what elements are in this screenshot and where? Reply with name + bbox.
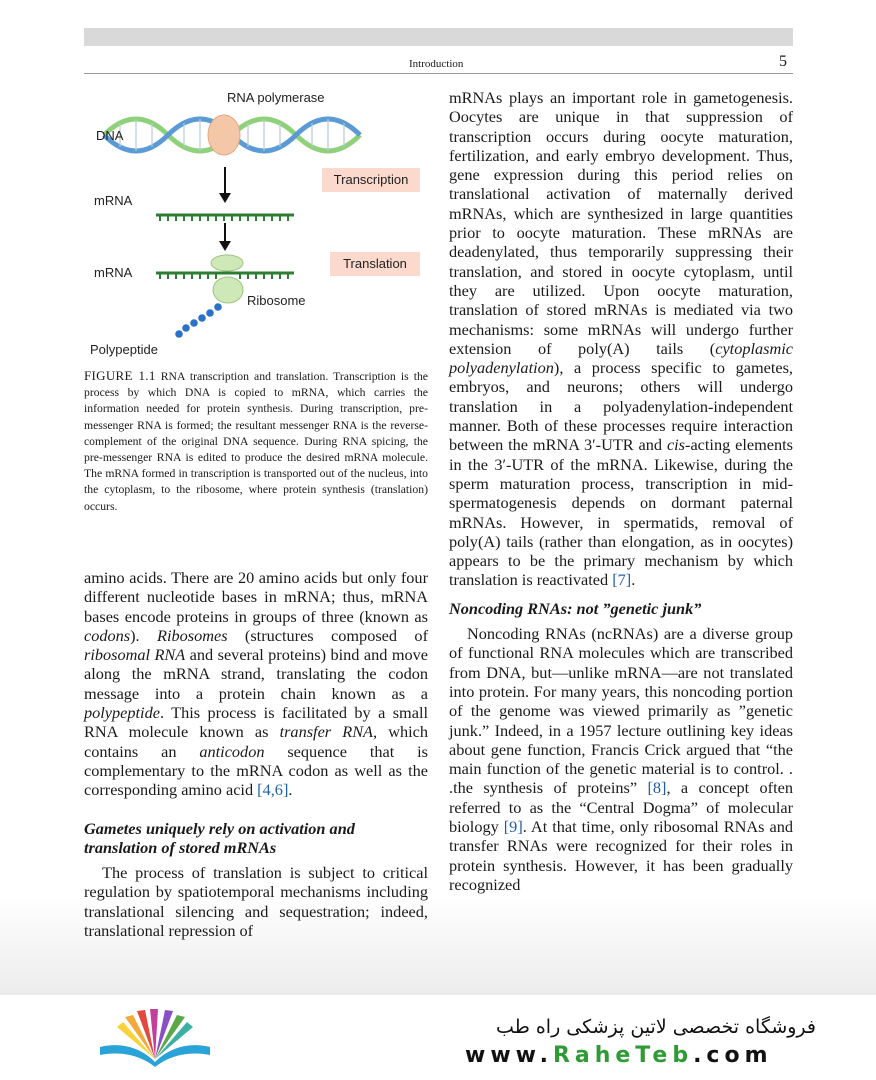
paragraph-translation-regulation: The process of translation is subject to critical regulation by spatiotemporal mechanisms including translational silencing and sequestration; indeed, translational repression of	[84, 863, 428, 941]
polypeptide-chain	[175, 303, 222, 338]
figure-rna-transcription-translation	[84, 85, 434, 365]
term-transfer-rna: transfer RNA	[279, 722, 374, 742]
paragraph-gametogenesis: mRNAs plays an important role in gametogenesis. Oocytes are unique in that suppression of transcription occurs during oocyte maturation, fertilization, and early embryo development. Thus, gene expression during this period relies on translational activation of maternally derived mRNAs, which are synthesized in large quantities prior to oocyte maturation. These mRNAs are deadenylated, thus temporarily suppressing their translation, and stored in oocyte cytoplasm, until they are utilized. Upon oocyte maturation, translation of stored mRNAs is mediated via two mechanisms: some mRNAs will undergo further extension of poly(A) tails (cytoplasmic polyadenylation), a process specific to gametes, embryos, and neurons; others will undergo translation in a polyadenylation-independent manner. Both of these processes require interaction between the mRNA 3′-UTR and cis-acting elements in the 3′-UTR of the mRNA. Likewise, during the sperm maturation process, transcription in mid-spermatogenesis depends on dormant paternal mRNAs. However, in spermatids, removal of poly(A) tails (rather than elongation, as in oocytes) appears to be the primary mechanism by which translation is reactivated [7].	[449, 88, 793, 590]
citation-link[interactable]: [9]	[503, 816, 523, 836]
page-number: 5	[779, 53, 787, 70]
citation-link[interactable]: [8]	[647, 778, 667, 798]
translation-step-box: Translation	[330, 252, 420, 276]
right-column	[449, 88, 793, 894]
label-dna: DNA	[96, 128, 124, 143]
figure-label: FIGURE 1.1	[84, 368, 156, 383]
left-column	[84, 568, 428, 940]
term-ribosomes: Ribosomes	[157, 625, 228, 645]
ribosome-small-subunit	[211, 255, 243, 271]
watermark-persian-text: فروشگاه تخصصی لاتین پزشکی راه طب	[496, 1016, 816, 1038]
label-polypeptide: Polypeptide	[90, 342, 158, 357]
citation-link[interactable]: [4,6]	[257, 780, 289, 800]
rna-polymerase-shape	[208, 115, 240, 155]
paragraph-translation-basics: amino acids. There are 20 amino acids but only four different nucleotide bases in mRNA; thus, mRNA bases encode proteins in groups of three (known as codons). Ribosomes (structures composed of ribosomal RNA and several proteins) bind and move along the mRNA strand, translating the codon message into a protein chain known as a polypeptide. This process is facilitated by a small RNA molecule known as transfer RNA, which contains an anticodon sequence that is complementary to the mRNA codon as well as the corresponding amino acid [4,6].	[84, 568, 429, 800]
citation-link[interactable]: [7]	[612, 570, 632, 590]
term-codons: codons	[84, 625, 131, 645]
paragraph-noncoding-rnas: Noncoding RNAs (ncRNAs) are a diverse group of functional RNA molecules which are transcribed from DNA, but—unlike mRNA—are not translated into protein. For many years, this noncoding portion of the genome was viewed primarily as ”genetic junk.” Indeed, in a 1957 lecture outlining key ideas about gene function, Francis Crick argued that “the main function of the genetic material is to control. . .the synthesis of proteins” [8], a concept often referred to as the “Central Dogma” of molecular biology [9]. At that time, only ribosomal RNAs and transfer RNAs were recognized for their roles in protein synthesis. However, it has been gradually recognized	[449, 624, 793, 894]
arrow-down-icon-2	[219, 241, 231, 251]
label-mrna-2: mRNA	[94, 265, 133, 280]
section-heading-gametes: Gametes uniquely rely on activation and translation of stored mRNAs	[84, 818, 355, 857]
label-rna-polymerase: RNA polymerase	[227, 90, 325, 105]
section-heading-noncoding-rnas: Noncoding RNAs: not ”genetic junk”	[449, 598, 702, 618]
term-anticodon: anticodon	[199, 741, 265, 761]
open-book-icon	[95, 1007, 215, 1077]
arrow-down-icon	[219, 193, 231, 203]
label-ribosome: Ribosome	[247, 293, 306, 308]
term-cis: cis	[666, 435, 686, 455]
watermark-url: www.RaheTeb.com	[465, 1043, 773, 1068]
header-rule	[84, 73, 793, 74]
term-ribosomal-rna: ribosomal RNA	[84, 645, 186, 665]
figure-caption	[84, 368, 428, 515]
caption-text: RNA transcription and translation. Transcription is the process by which DNA is copied to mRNA, which carries the information needed for protein synthesis. During transcription, pre-messenger RNA is formed; the resultant messenger RNA is the reverse-complement of the original DNA sequence. During RNA spicing, the pre-messenger RNA is edited to produce the desired mRNA molecule. The mRNA formed in transcription is transported out of the nucleus, into the cytoplasm, to the ribosome, where protein synthesis (translation) occurs.	[84, 370, 428, 513]
transcription-step-box: Transcription	[322, 168, 420, 192]
running-head: Introduction	[409, 58, 464, 70]
transcription-diagram	[84, 85, 434, 365]
term-cytoplasmic-polyadenylation: cytoplasmic polyadenylation	[449, 338, 793, 378]
term-polypeptide: polypeptide	[84, 703, 160, 723]
label-mrna-1: mRNA	[94, 193, 133, 208]
ribosome-large-subunit	[213, 277, 243, 303]
header-bar	[84, 28, 793, 46]
